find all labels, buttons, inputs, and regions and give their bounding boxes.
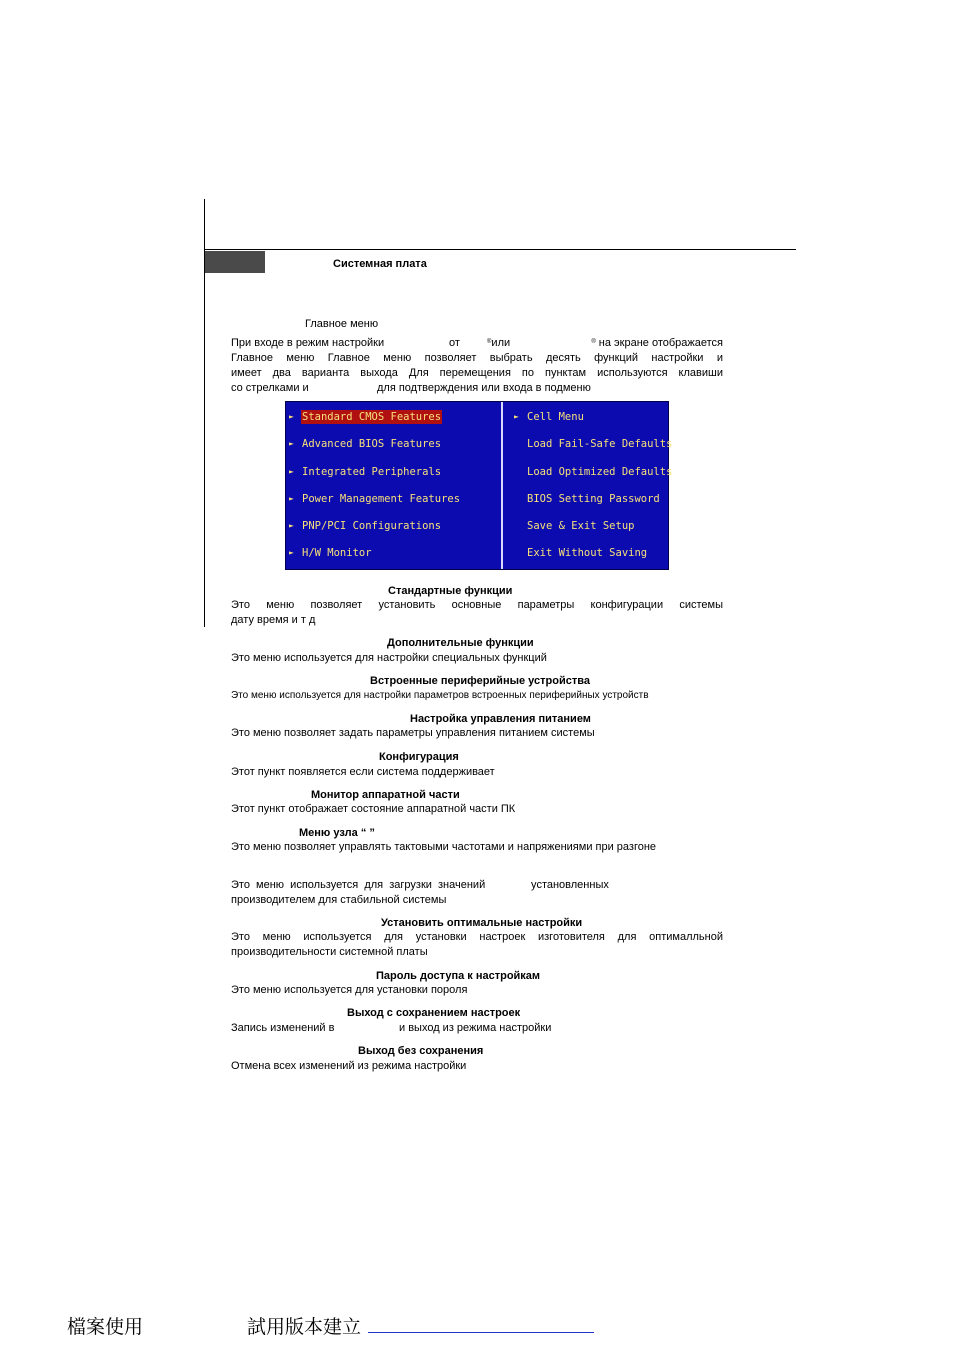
section-heading: Стандартные функции [388,585,513,597]
bios-item-label: Load Optimized Defaults [527,465,673,478]
section-desc: Отмена всех изменений из режима настройки [231,1060,467,1072]
bios-item-load-optimized[interactable] [514,465,673,492]
section-heading: Настройка управления питанием [410,713,591,725]
intro-line-4-part-1: со стрелками и [231,382,309,394]
intro-line-1-part-4 [591,336,723,351]
section-heading: Пароль доступа к настройкам [376,970,541,982]
bios-item-label: H/W Monitor [302,547,372,560]
section-desc: Это меню позволяет управлять тактовыми частотами и напряжениями при разгоне [231,841,657,853]
bios-item-label: Integrated Peripherals [302,465,442,478]
board-title: Системная плата [333,258,427,270]
intro-line-1 [231,336,723,351]
intro-line-4-part-2: для подтверждения или входа в подменю [377,382,591,394]
intro-line-1-part-3 [487,336,510,351]
bios-left-column [289,410,461,574]
arrow-right-icon: ► [289,548,294,558]
arrow-right-icon: ► [514,412,519,421]
bios-item-pnp-pci[interactable] [289,519,461,546]
bios-right-column [514,410,673,574]
section-heading: Установить оптимальные настройки [381,917,583,929]
bios-item-power-management[interactable] [289,492,461,519]
section-desc: Это меню используется для загрузки значений установленных [231,879,609,891]
bios-item-cell-menu[interactable] [514,410,673,437]
section-desc: дату время и т д [231,614,316,626]
section-heading: Монитор аппаратной части [311,789,460,801]
section-desc: Это меню позволяет задать параметры управления питанием системы [231,727,595,739]
bios-item-label: Power Management Features [302,492,461,505]
section-desc: Этот пункт отображает состояние аппаратной части ПК [231,803,516,815]
bios-column-divider [501,402,503,569]
bios-item-integrated-peripherals[interactable] [289,465,461,492]
bios-item-standard-cmos[interactable] [289,410,461,437]
section-desc: Это меню позволяет установить основные параметры конфигурации системы [231,599,723,611]
bios-item-exit-without-saving[interactable] [514,546,673,573]
arrow-right-icon: ► [289,412,294,421]
bios-item-label: Exit Without Saving [527,547,648,560]
intro-line-2: Главное меню Главное меню позволяет выбрать десять функций настройки и [231,352,723,364]
intro-line-1-part-1: При входе в режим настройки [231,337,385,349]
section-desc: Этот пункт появляется если система поддерживает [231,766,495,778]
section-heading: Меню узла “ ” [299,827,375,839]
bios-item-label: Advanced BIOS Features [302,438,442,451]
section-desc: Это меню используется для настройки параметров встроенных периферийных устройств [231,690,649,701]
arrow-right-icon: ► [289,466,294,476]
footer-right-text: 試用版本建立 [247,1316,362,1338]
bios-item-label: BIOS Setting Password [527,492,660,505]
footer-link-underline[interactable] [368,1332,594,1333]
main-menu-label: Главное меню [305,318,379,330]
bios-item-setting-password[interactable] [514,492,673,519]
bios-item-label: Cell Menu [527,411,584,423]
bios-item-label: Save & Exit Setup [527,520,635,533]
bios-item-load-fail-safe[interactable] [514,437,673,464]
registered-mark-1: ® [487,339,492,345]
intro-line-3: имеет два варианта выхода Для перемещения по пунктам используются клавиши [231,367,723,379]
bios-item-label: Load Fail-Safe Defaults [527,438,673,451]
bios-main-menu-screenshot [285,401,673,570]
arrow-right-icon: ► [289,493,294,503]
intro-line-1-or: или [491,337,511,349]
registered-mark-2: ® [591,339,596,345]
header-rule [204,249,796,250]
section-desc: производительности системной платы [231,946,428,958]
bios-item-save-exit[interactable] [514,519,673,546]
section-desc: Это меню используется для установки пороля [231,984,468,996]
arrow-right-icon: ► [289,521,294,531]
bios-item-label: PNP/PCI Configurations [302,520,442,533]
intro-line-1-part-2: от [449,337,460,349]
section-heading: Выход без сохранения [358,1045,484,1057]
section-desc: Это меню используется для установки настроек изготовителя для оптималльной [231,931,723,943]
section-heading: Встроенные периферийные устройства [370,675,590,687]
arrow-right-icon: ► [289,439,294,449]
chapter-tab [205,251,265,273]
section-heading: Выход с сохранением настроек [347,1007,521,1019]
section-heading: Дополнительные функции [387,637,534,649]
section-desc: и выход из режима настройки [399,1022,552,1034]
section-desc: производителем для стабильной системы [231,894,447,906]
bios-item-label: Standard CMOS Features [302,411,442,423]
bios-item-advanced-bios[interactable] [289,437,461,464]
section-desc: Это меню используется для настройки специальных функций [231,652,547,664]
intro-line-1-tail: на экране отображается [598,337,723,349]
footer-left-text: 檔案使用 [67,1316,144,1338]
section-desc: Запись изменений в [231,1022,335,1034]
intro-line-4 [231,381,723,396]
intro-paragraph [231,336,723,396]
section-heading: Конфигурация [379,751,459,763]
bios-item-hw-monitor[interactable] [289,546,461,573]
